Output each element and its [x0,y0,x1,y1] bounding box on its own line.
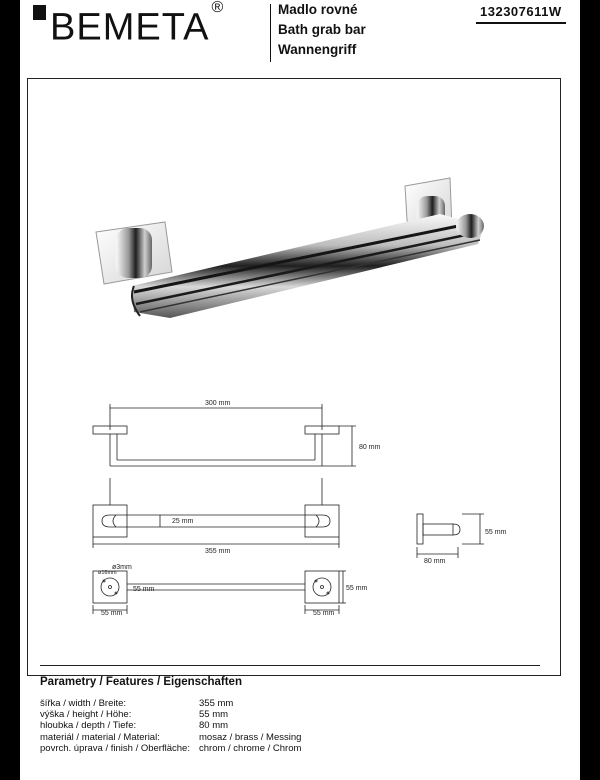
dim-300-label: 300 mm [205,400,231,407]
dim-55-side-label: 55 mm [485,529,507,536]
dim-80-depth-label: 80 mm [424,558,446,565]
dim-55-bottom-right-label: 55 mm [313,610,335,617]
back-view-drawing [93,571,346,614]
param-value: chrom / chrome / Chrom [199,742,302,754]
dim-phi16-label: ø16mm [98,570,117,576]
param-value: mosaz / brass / Messing [199,731,302,743]
product-photo [96,178,484,318]
param-row [40,709,540,720]
param-value: 355 mm [199,698,234,709]
top-view-drawing [93,404,356,466]
title-german: Wannengriff [278,42,357,57]
param-row [40,743,540,754]
param-label: povrch. úprava / finish / Oberfläche: [40,742,190,754]
title-czech: Madlo rovné [278,2,358,17]
param-row [40,732,540,743]
param-row [40,698,540,709]
product-code: 132307611W [476,2,566,24]
side-view-drawing [417,514,484,558]
dim-80-height-label: 80 mm [359,444,381,451]
param-label: výška / height / Höhe: [40,709,132,721]
brand-name: BEMETA [50,6,210,49]
parameters-divider [40,665,540,666]
dim-25-label: 25 mm [172,518,194,525]
front-view-drawing [93,478,339,548]
param-value: 55 mm [199,709,229,721]
param-label: materiál / material / Material: [40,731,160,743]
param-label: hloubka / depth / Tiefe: [40,720,137,732]
param-value: 80 mm [199,720,229,732]
param-label: šířka / width / Breite: [40,698,127,709]
registered-mark: ® [211,0,225,16]
param-row [40,720,540,731]
title-english: Bath grab bar [278,22,366,37]
dim-55-bottom-left-label: 55 mm [101,610,123,617]
dim-55-inner-label: 55 mm [133,586,155,593]
dim-55-right-label: 55 mm [346,585,368,592]
dim-phi3-label: ø3mm [112,564,132,571]
dim-355-label: 355 mm [205,548,231,555]
parameters-title: Parametry / Features / Eigenschaften [40,676,242,688]
parameters-section [40,676,540,754]
